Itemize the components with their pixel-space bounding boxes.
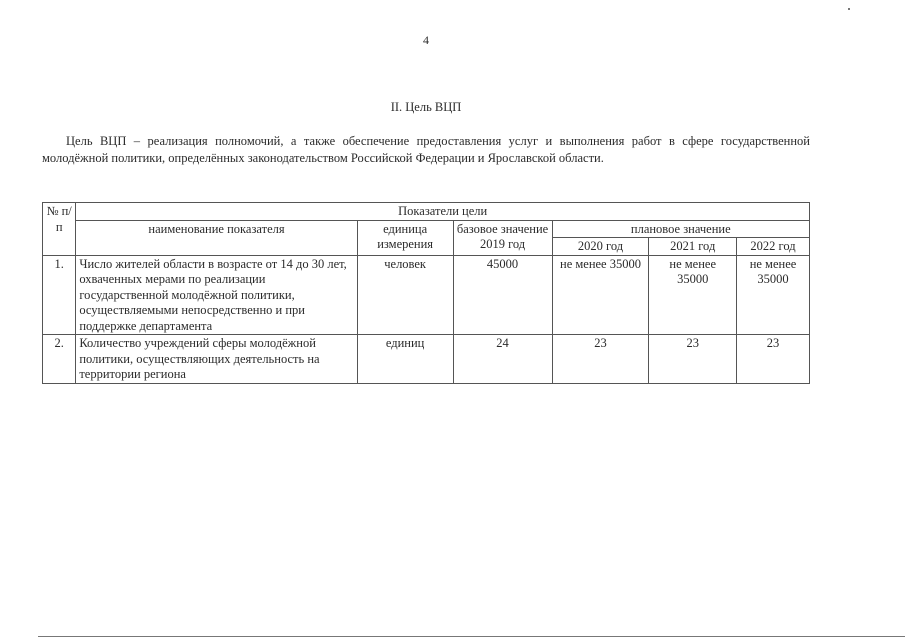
header-year-2020: 2020 год bbox=[552, 238, 649, 256]
row-value-2020: 23 bbox=[552, 335, 649, 384]
scan-speck bbox=[848, 8, 850, 10]
goal-paragraph: Цель ВЦП – реализация полномочий, а также обеспечение предоставления услуг и выполнения работ в сфере государственной молодёжной политики, определённых законодательством Российской Федерации и Ярославской области. bbox=[42, 134, 810, 165]
row-base: 24 bbox=[453, 335, 552, 384]
page-number: 4 bbox=[423, 33, 429, 47]
section-title: II. Цель ВЦП bbox=[390, 100, 462, 114]
row-value-2020: не менее 35000 bbox=[552, 255, 649, 335]
row-name: Количество учреждений сферы молодёжной политики, осуществляющих деятельность на территории региона bbox=[76, 335, 357, 384]
header-year-2021: 2021 год bbox=[649, 238, 737, 256]
table-header-row-2 bbox=[43, 220, 810, 238]
header-name: наименование показателя bbox=[76, 220, 357, 255]
header-base: базовое значение 2019 год bbox=[453, 220, 552, 255]
row-value-2022: 23 bbox=[736, 335, 809, 384]
row-num: 1. bbox=[43, 255, 76, 335]
table-header-row-1 bbox=[43, 203, 810, 221]
indicators-table bbox=[42, 202, 810, 384]
row-base: 45000 bbox=[453, 255, 552, 335]
table-row bbox=[43, 255, 810, 335]
bottom-rule bbox=[38, 636, 905, 637]
header-planned: плановое значение bbox=[552, 220, 809, 238]
row-name: Число жителей области в возрасте от 14 до 30 лет, охваченных мерами по реализации государственной молодёжной политики, осуществляемыми непосредственно и при поддержке департамента bbox=[76, 255, 357, 335]
row-value-2021: 23 bbox=[649, 335, 737, 384]
table-row bbox=[43, 335, 810, 384]
header-year-2022: 2022 год bbox=[736, 238, 809, 256]
header-unit: единица измерения bbox=[357, 220, 453, 255]
header-group: Показатели цели bbox=[76, 203, 810, 221]
row-unit: человек bbox=[357, 255, 453, 335]
row-value-2022: не менее 35000 bbox=[736, 255, 809, 335]
row-value-2021: не менее 35000 bbox=[649, 255, 737, 335]
row-unit: единиц bbox=[357, 335, 453, 384]
row-num: 2. bbox=[43, 335, 76, 384]
header-num: № п/п bbox=[43, 203, 76, 256]
